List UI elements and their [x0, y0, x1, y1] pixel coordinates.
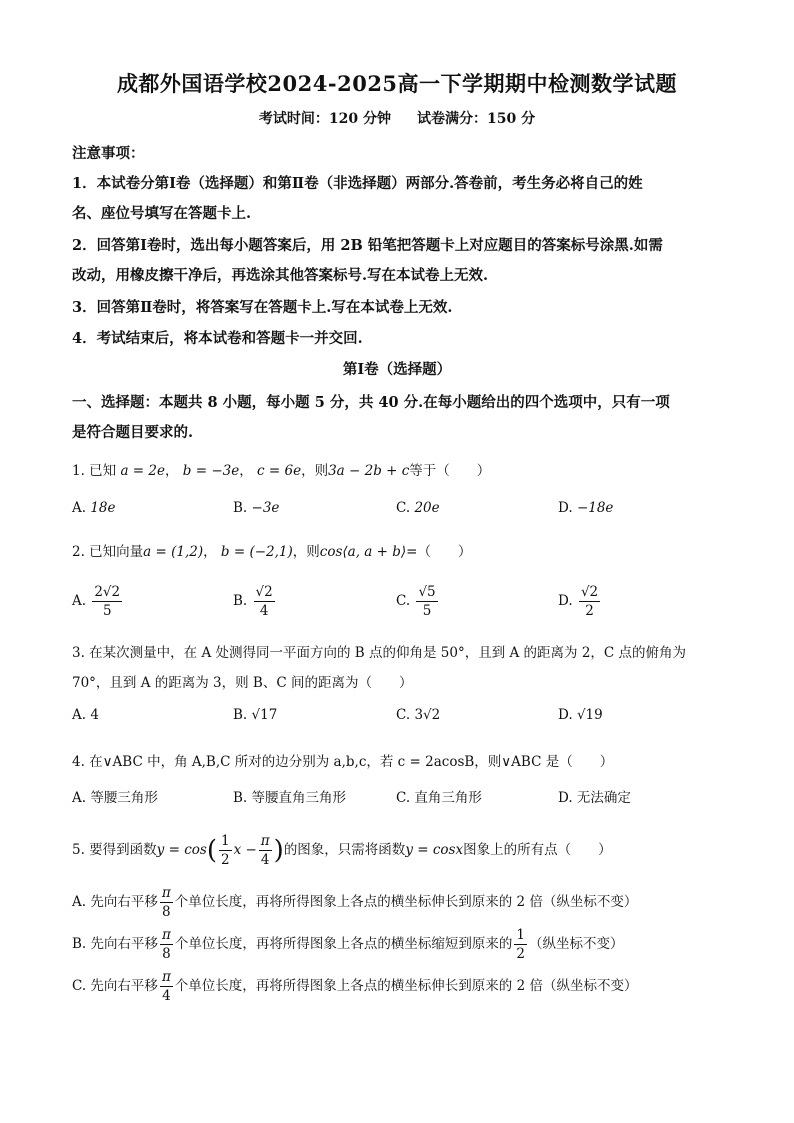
q3-option-d[interactable]: D. √19: [558, 707, 603, 723]
q2-option-c[interactable]: C. $\frac{√5}{5}$: [396, 584, 436, 619]
q2-stem: 2. 已知向量a = (1,2)， b = (−2,1)，则cos⟨a, a + b⟩=（ ）: [72, 544, 472, 560]
q1-option-c[interactable]: C. 20e: [396, 500, 440, 516]
q2-option-a[interactable]: A. $\frac{2√2}{5}$: [72, 584, 121, 619]
q1-option-a[interactable]: A. 18e: [72, 500, 116, 516]
q3-option-a[interactable]: A. 4: [72, 707, 99, 723]
q5-stem: 5. 要得到函数y = cos( $\frac{1}{2}$ x − $\frac{\pi}{4}$ )的图象，只需将函数y = cosx图象上的所有点（ ）: [72, 833, 612, 868]
exam-time: 考试时间：120 分钟: [258, 111, 391, 127]
q5-option-a[interactable]: A. 先向右平移 $\frac{\pi}{8}$ 个单位长度，再将所得图象上各点的横坐标伸长到原来的 2 倍（纵坐标不变）: [72, 885, 638, 920]
q1-option-d[interactable]: D. −18e: [558, 500, 614, 516]
q1-stem: 1. 已知 a = 2e， b = −3e， c = 6e，则3a − 2b + c等于（ ）: [72, 463, 491, 479]
note-2a: 2．回答第Ⅰ卷时，选出每小题答案后，用 2B 铅笔把答题卡上对应题目的答案标号涂黑.如需: [72, 237, 663, 254]
q1-option-b[interactable]: B. −3e: [233, 500, 280, 516]
note-2b: 改动，用橡皮擦干净后，再选涂其他答案标号.写在本试卷上无效.: [72, 267, 489, 284]
q2-option-d[interactable]: D. $\frac{√2}{2}$: [558, 584, 599, 619]
q3-option-c[interactable]: C. 3√2: [396, 707, 441, 723]
q1-e3: c = 6e: [257, 463, 302, 479]
note-3: 3．回答第Ⅱ卷时，将答案写在答题卡上.写在本试卷上无效.: [72, 299, 453, 316]
exam-title: 成都外国语学校2024-2025高一下学期期中检测数学试题: [116, 71, 678, 96]
section-intro-a: 一、选择题：本题共 8 小题，每小题 5 分，共 40 分.在每小题给出的四个选项中，只有一项: [72, 394, 670, 411]
q1-stem-c: 等于（ ）: [409, 463, 491, 479]
q1-e1: a = 2e: [120, 463, 165, 479]
q1-stem-a: 1. 已知: [72, 463, 117, 479]
exam-subtitle: [0, 108, 794, 128]
q3-line-2: 70°，且到 A 的距离为 3，则 B、C 间的距离为（ ）: [72, 675, 413, 691]
q5-option-c[interactable]: C. 先向右平移 $\frac{\pi}{4}$ 个单位长度，再将所得图象上各点的横坐标伸长到原来的 2 倍（纵坐标不变）: [72, 969, 638, 1004]
note-4: 4．考试结束后，将本试卷和答题卡一并交回.: [72, 330, 363, 347]
section-title: 第Ⅰ卷（选择题）: [342, 361, 452, 378]
q4-option-a[interactable]: A. 等腰三角形: [72, 790, 158, 806]
q4-stem: 4. 在∨ABC 中，角 A,B,C 所对的边分别为 a,b,c，若 c = 2acosB，则∨ABC 是（ ）: [72, 754, 614, 770]
q5-option-b[interactable]: B. 先向右平移 $\frac{\pi}{8}$ 个单位长度，再将所得图象上各点的横坐标缩短到原来的 $\frac{1}{2}$ （纵坐标不变）: [72, 927, 624, 962]
note-1a: 1．本试卷分第Ⅰ卷（选择题）和第Ⅱ卷（非选择题）两部分.答卷前，考生务必将自己的姓: [72, 175, 643, 192]
section-intro-b: 是符合题目要求的.: [72, 424, 194, 441]
q2-option-b[interactable]: B. $\frac{√2}{4}$: [233, 584, 273, 619]
q2-expr: cos⟨a, a + b⟩: [319, 544, 407, 560]
q4-option-b[interactable]: B. 等腰直角三角形: [233, 790, 347, 806]
exam-score: 试卷满分：150 分: [417, 111, 536, 127]
q3-line-1: 3. 在某次测量中，在 A 处测得同一平面方向的 B 点的仰角是 50°，且到 A 的距离为 2，C 点的俯角为: [72, 645, 687, 661]
q1-e2: b = −3e: [182, 463, 240, 479]
q2-e2: b = (−2,1): [220, 544, 293, 560]
notes-heading: 注意事项：: [72, 145, 145, 162]
q3-option-b[interactable]: B. √17: [233, 707, 278, 723]
q1-stem-b: ，则: [301, 463, 329, 479]
q4-option-c[interactable]: C. 直角三角形: [396, 790, 482, 806]
note-1b: 名、座位号填写在答题卡上.: [72, 205, 252, 222]
q1-expr: 3a − 2b + c: [328, 463, 410, 479]
q4-option-d[interactable]: D. 无法确定: [558, 790, 631, 806]
q2-e1: a = (1,2): [143, 544, 204, 560]
